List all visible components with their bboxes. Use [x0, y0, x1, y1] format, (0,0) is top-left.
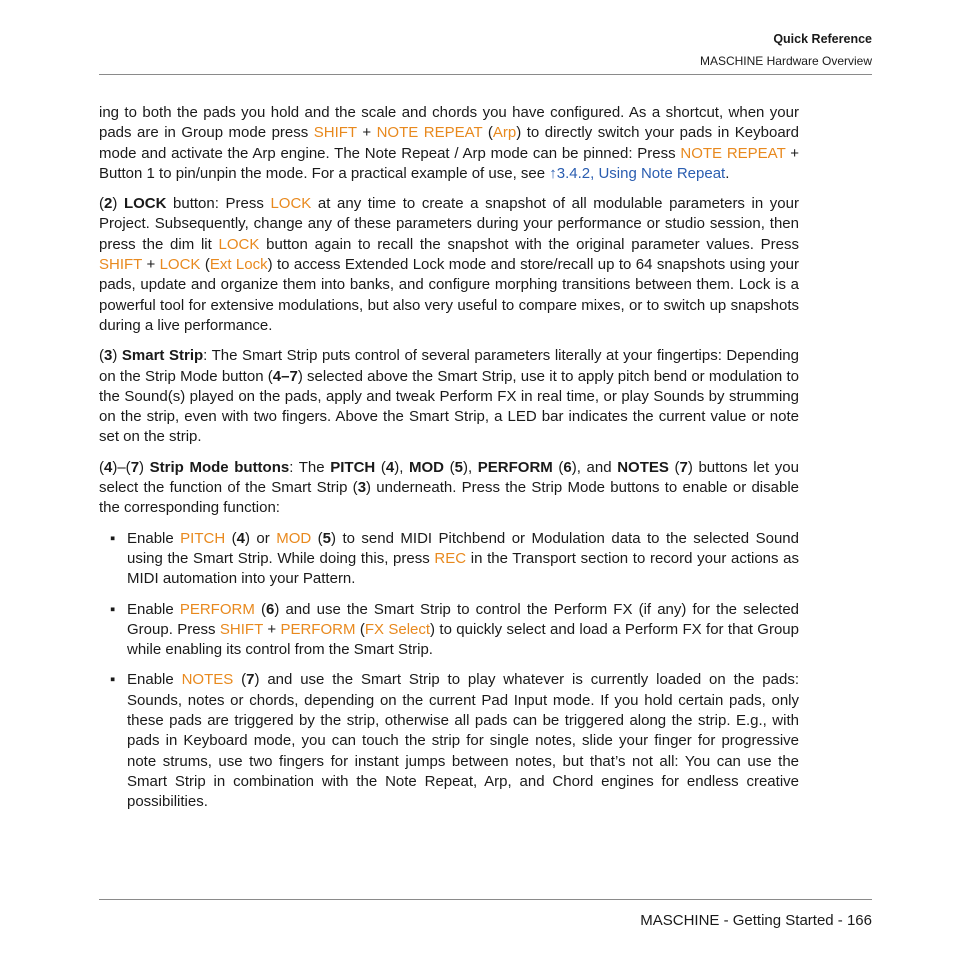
footer-divider	[99, 899, 872, 900]
key-note-repeat-2: NOTE REPEAT	[680, 144, 786, 162]
callout-number: 3	[357, 479, 367, 497]
term-perform: PERFORM	[477, 458, 553, 476]
callout-number: 4	[236, 529, 245, 547]
callout-number: 4	[104, 458, 113, 476]
key-lock: LOCK	[270, 195, 312, 213]
strip-mode-list	[99, 529, 799, 813]
bullet-icon: ▪	[110, 671, 116, 689]
term-mod: MOD	[409, 458, 444, 476]
callout-number: 6	[265, 600, 275, 618]
key-shift: SHIFT	[219, 620, 263, 638]
paragraph-arp: ing to both the pads you hold and the scale and chords you have configured. As a shortcut, when your pads are in Group mode press SHIFT + NOTE REPEAT (Arp) to directly switch your pads in Keyboard mode and activate the Arp engine. The Note Repeat / Arp mode can be pinned: Press NOTE REPEAT + Button 1 to pin/unpin the mode. For a practical example of use, see ↑3.4.2, Using Note Repeat.	[99, 104, 799, 182]
callout-number: 3	[104, 347, 113, 365]
key-note-repeat: NOTE REPEAT	[376, 124, 483, 142]
paragraph-strip-mode: (4)–(7) Strip Mode buttons: The PITCH (4), MOD (5), PERFORM (6), and NOTES (7) buttons let you select the function of the Smart Strip (3) underneath. Press the Strip Mode buttons to enable or disable the corresponding function:	[99, 458, 799, 517]
paragraph-smart-strip: (3) Smart Strip: The Smart Strip puts control of several parameters literally at your fingertips: Depending on the Strip Mode button (4–7) selected above the Smart Strip, use it to apply pitch bend or modulation to the Sound(s) played on the pads, apply and tweak Perform FX in real time, or play Sounds by strumming on the strip, even with two fingers. Above the Smart Strip, a LED bar indicates the current value or note set on the strip.	[99, 347, 800, 446]
key-perform-2: PERFORM	[280, 620, 356, 638]
page-body	[99, 103, 799, 823]
callout-number: 5	[454, 458, 463, 476]
list-item: ▪ Enable NOTES (7) and use the Smart Strip to play whatever is currently loaded on the pads: Sounds, notes or chords, depending on the current Pad Input mode. If you hold certain pads, only these pads are triggered by the strip, otherwise all pads can be triggered along the strip. E.g., with pads in Keyboard mode, you can touch the strip for single notes, slide your finger for progressive note strums, use two fingers for instant jumps between notes, but that’s not all: You can use the Smart Strip in combination with the Note Repeat, Arp, and Chord engines for endless creative possibilities.	[110, 671, 799, 811]
section-title-smart-strip: Smart Strip	[121, 347, 204, 365]
header-subtitle: MASCHINE Hardware Overview	[699, 54, 872, 68]
callout-number: 2	[104, 195, 113, 213]
key-ext-lock: Ext Lock	[209, 256, 268, 274]
key-fx-select: FX Select	[364, 620, 431, 638]
key-shift: SHIFT	[313, 124, 357, 142]
bullet-icon: ▪	[110, 600, 116, 618]
callout-number: 7	[246, 671, 255, 689]
bullet-icon: ▪	[110, 529, 116, 547]
key-arp: Arp	[492, 124, 517, 142]
section-title-strip-mode: Strip Mode buttons	[149, 458, 290, 476]
key-mod: MOD	[276, 529, 312, 547]
key-lock-3: LOCK	[159, 256, 201, 274]
header-divider	[99, 74, 872, 75]
link-using-note-repeat[interactable]: ↑3.4.2, Using Note Repeat	[549, 164, 726, 182]
list-item: ▪ Enable PERFORM (6) and use the Smart Strip to control the Perform FX (if any) for the selected Group. Press SHIFT + PERFORM (FX Select) to quickly select and load a Perform FX for that Group while enabling its control from the Smart Strip.	[110, 600, 800, 659]
header-title: Quick Reference	[773, 32, 872, 46]
key-perform: PERFORM	[179, 600, 255, 618]
callout-number: 4	[385, 458, 395, 476]
page-footer: MASCHINE - Getting Started - 166	[640, 912, 872, 929]
callout-number: 7	[130, 458, 140, 476]
key-lock-2: LOCK	[218, 235, 260, 253]
section-title-lock: LOCK	[123, 195, 167, 213]
callout-number: 7	[679, 458, 688, 476]
term-pitch: PITCH	[330, 458, 376, 476]
key-shift: SHIFT	[99, 256, 143, 274]
key-notes: NOTES	[181, 671, 234, 689]
callout-number: 5	[322, 529, 332, 547]
list-item: ▪ Enable PITCH (4) or MOD (5) to send MIDI Pitchbend or Modulation data to the selected Sound using the Smart Strip. While doing this, press REC in the Transport section to record your actions as MIDI automation into your Pattern.	[110, 529, 800, 588]
callout-number: 6	[563, 458, 572, 476]
key-pitch: PITCH	[180, 529, 226, 547]
paragraph-lock: (2) LOCK button: Press LOCK at any time to create a snapshot of all modulable parameters in your Project. Subsequently, change any of these parameters during your performance or studio session, then press the dim lit LOCK button again to recall the snapshot with the original parameter values. Press SHIFT + LOCK (Ext Lock) to access Extended Lock mode and store/recall up to 64 snapshots using your pads, update and organize them into banks, and configure morphing transitions between them. Lock is a powerful tool for extensive modulations, but also very useful to compare mixes, or to switch up snapshots during a live performance.	[99, 195, 800, 334]
page-header	[99, 30, 872, 70]
key-rec: REC	[434, 549, 467, 567]
callout-range: 4–7	[272, 367, 298, 385]
term-notes: NOTES	[617, 458, 669, 476]
